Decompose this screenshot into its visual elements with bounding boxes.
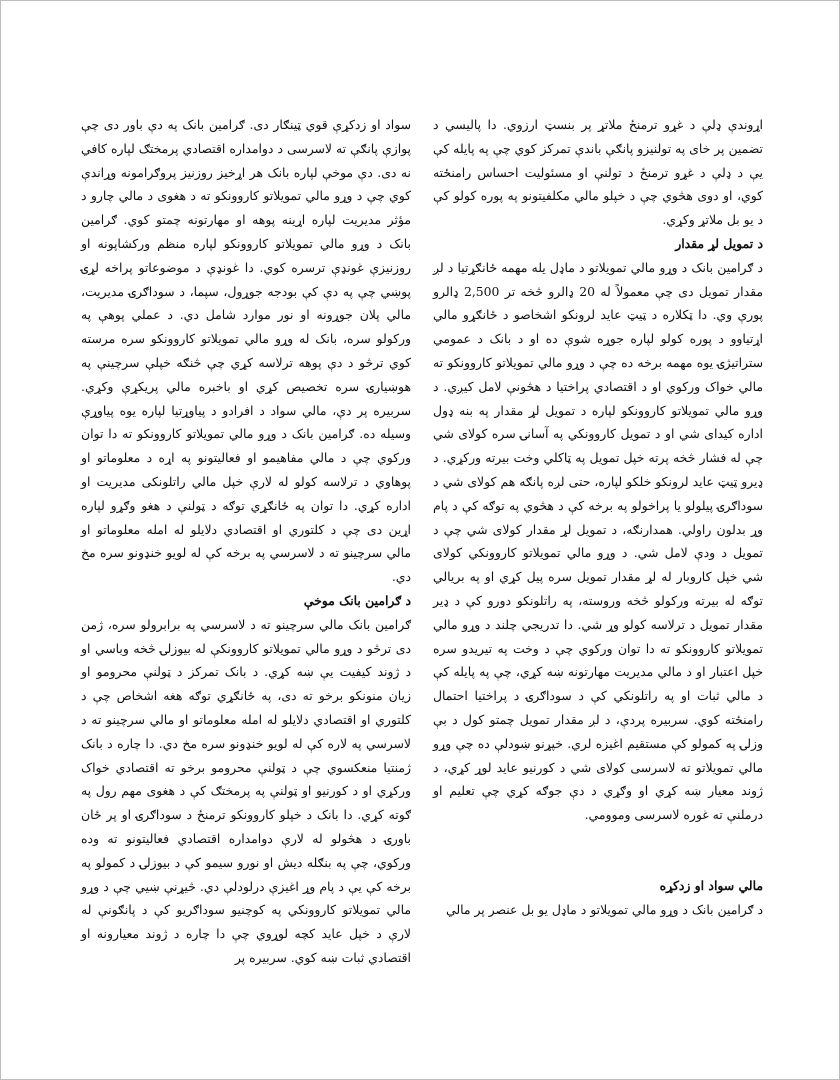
microloan-size-paragraph: د ګرامین بانک د وړو مالي تمویلاتو د ماډل یله مهمه ځانګړتیا د لږ مقدار تمویل دی چې معمولاً له 20 ډالرو څخه تر 2,500 ډالرو پورې وي. دا ټکلاره د ټیټ عاید لرونکو اشخاصو د ځانګړو مالي اړتیاوو د پوره کولو لپاره جوړه شوې ده او د بانک د عمومي ستراتیژۍ یوه مهمه برخه ده چې د وړو مالي تمویلاتو کاروونکو ته مالي خواک ورکوي او د اقتصادي پراختیا د هڅونې لامل کیږي. د وړو مالي تمویلاتو کاروونکو لپاره د تمویل لړ مقدار په بنه ډول اداره کیدای شي او د تمویل کاروونکي په آسانۍ سره کولای شي چې له فشار څخه پرته خپل تمویل په ټاکلي وخت بیرته ورکړي. د ډیرو ټیټ عاید لرونکو خلکو لپاره، حتی لږه پانګه هم کولای شي د سوداګرۍ پیلولو یا پراخولو په برخه کې د هڅوي په توګه کې د پام وړ بدلون راولي. همدارنګه، د تمویل لړ مقدار کولای شي چې د تمویل د ودې لامل شي. د وړو مالي تمویلاتو کاروونکي کولای شي خپل کاروبار له لړ مقدار تمویل سره پیل کړي او په بریالي توګه له بیرته ورکولو څخه وروسته، په راتلونکو دورو کې د ډیر مقدار تمویل د ترلاسه کولو وړ شي. دا تدریجي چلند د وړو مالي تمویلاتو کاروونکو ته دا توان ورکوي چې د وخت په تیریدو سره خپل اعتبار او د مالي مدیریت مهارتونه ښه کړي، چې په پایله کې د مالي ثبات او په راتلونکي کې د سوداګرۍ د پراختیا احتمال رامنځته کوي. سربیره پردې، د لږ مقدار تمویل چمتو کول د بې وزلۍ په کمولو کې مستقیم اغیزه لري. خپړنو ښودلې ده چې وړو مالي تمویلاتو ته لاسرسی کولای شي د کورنیو عاید لوړ کړي، د ژوند معیار ښه کړي او وګړي د دې جوګه کړي چې تعلیم او درملنې ته غوره لاسرسی وموومي.: [433, 259, 763, 823]
right-column: [433, 113, 763, 922]
grameen-goals-paragraph: ګرامین بانک مالي سرچینو ته د لاسرسي په برابرولو سره، ژمن دی ترڅو د وړو مالي تمویلاتو کاروونکې له بیوزلۍ څخه وباسي او د ژوند کیفیت یې ښه کړي. د بانک تمرکز د ټولنې محرومو او زیان منونکو برخو ته دی، په ځانګړي توګه هغه اشخاص چې د کلتوري او اقتصادي دلایلو له امله معلوماتو او مالي سرچینو ته د لاسرسي په لاره کې له لویو خنډونو سره مخ دي. دا چاره د بانک ژمنتیا منعکسوي چې د ټولنې محرومو برخو ته اقتصادي خواک ورکړي او د کورنیو او ټولنې په پرمختګ کې د هغوی مهم رول په ګوته کړي. دا بانک د خپلو کاروونکو ترمنځ د سوداګرۍ او پر ځان باورۍ د هڅولو له لارې دوامداره اقتصادي فعالیتونو ته وده ورکوي، چې په بنګله دیش او نورو سیمو کې د بیوزلۍ د کمولو په برخه کې یې د پام وړ اغیزې درلودلې دي. څیړنې ښیي چې د وړو مالي تمویلاتو کاروونکي په کوچنیو سوداګریو کې د پانګونې له لارې د خپل عاید کچه لوړوي چې دا چاره د ژوند معیارونه او اقتصادي ثبات ښه کوي. سربیره پر: [81, 616, 411, 965]
left-column: [81, 113, 411, 970]
intro-paragraph: اړوندې ډلې د غړو ترمنځ ملاتړ پر بنسټ ارزوي. دا پالیسي د تضمین پر خای په تولنیزو پانګې باندې تمرکز کوي چې په پایله کې یې د ډلې د غړو ترمنځ د تولنې او مسئولیت احساس رامنځته کوي، او دوی هڅوي چې د خپلو مالي مکلفیتونو په پوره کولو کې د یو بل ملاتړ وکړي.: [433, 117, 763, 228]
financial-literacy-continuation: سواد او زدکړې قوي ټینګار دی. ګرامین بانک په دې باور دی چې پوازې پانګې ته لاسرسی د دوامداره اقتصادي پرمختګ لپاره کافي نه دی. دې موخې لپاره بانک هر اړخیز روزنیز پروګرامونه وړاندې کوي چې د وړو مالي تمویلاتو کاروونکو ته د هغوی د مالي چارو د مؤثر مدیریت لپاره اړینه پوهه او مهارتونه چمتو کوي. ګرامین بانک د وړو مالي تمویلاتو کاروونکو لپاره منظم ورکشاپونه او روزنیزې غونډې ترسره کوي. دا غونډې د موضوعاتو پراخه لړۍ پوښي چې په دې کې بودجه جوړول، سپما، د سوداګرۍ مدیریت، مالي پلان جوړونه او نور موارد شامل دي. د عملي پوهې په ورکولو سره، بانک له وړو مالي تمویلاتو کاروونکو سره مرسته کوي ترڅو د دې پوهه ترلاسه کړي چې څنګه خپلې سرچینې په هوښیارۍ سره تخصیص کړي او باخبره مالي پریکړې وکړي. سربیره پر دې، مالي سواد د افرادو د پیاوړتیا لپاره یوه پیاوړې وسیله ده. ګرامین بانک د وړو مالي تمویلاتو کاروونکو ته دا توان ورکوي چې د مالي مفاهیمو او فعالیتونو په اړه د معلوماتو او پوهاوي د ترلاسه کولو له لارې خپل مالي راتلونکی مدیریت او اداره کړي. دا توان په ځانګړي توګه د ټولنې د هغو وګړو لپاره اړین دی چې د کلتوري او اقتصادي دلایلو له امله معلوماتو او مالي سرچینو ته د لاسرسي په برخه کې له لویو خنډونو سره مخ دي.: [81, 117, 411, 585]
section-heading-microloan-size: د تمویل لړ مقدار: [675, 235, 763, 251]
section-spacer: [433, 827, 763, 874]
financial-literacy-paragraph: د ګرامین بانک د وړو مالي تمویلاتو د ماډل یو بل عنصر پر مالي: [446, 901, 763, 917]
section-heading-financial-literacy: مالي سواد او زدکړه: [659, 877, 763, 893]
section-heading-grameen-goals: د ګرامین بانک موخې: [303, 592, 411, 608]
